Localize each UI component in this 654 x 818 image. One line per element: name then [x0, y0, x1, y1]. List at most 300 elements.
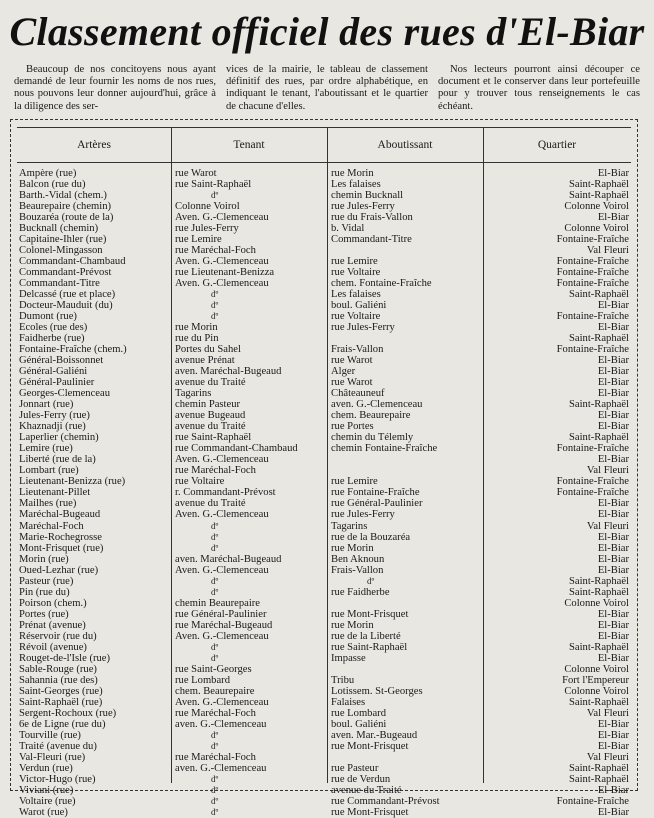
quartier-cell: El-Biar	[597, 531, 629, 543]
aboutissant-cell: rue Mont-Frisquet	[331, 608, 409, 620]
aboutissant-cell: chemin Fontaine-Fraîche	[331, 443, 438, 455]
tenant-cell: Aven. G.-Clemenceau	[175, 454, 269, 466]
quartier-cell: Saint-Raphaël	[568, 190, 629, 202]
aboutissant-cell: Ben Aknoun	[331, 553, 385, 565]
aboutissant-cell: chem. Fontaine-Fraîche	[331, 278, 432, 290]
table-row	[17, 675, 631, 686]
table-row	[17, 212, 631, 223]
table-row	[17, 807, 631, 818]
aboutissant-cell: chem. Beaurepaire	[331, 410, 411, 422]
table-row	[17, 454, 631, 465]
quartier-cell: El-Biar	[597, 212, 629, 224]
tenant-cell: chemin Pasteur	[175, 399, 241, 411]
table-row	[17, 487, 631, 498]
tenant-cell: rue Lemire	[175, 234, 222, 246]
header-quartier: Quartier	[537, 139, 577, 151]
intro-text	[14, 64, 640, 114]
artere-cell: Georges-Clemenceau	[19, 388, 110, 400]
aboutissant-cell: chemin du Télemly	[331, 432, 414, 444]
tenant-cell: rue Lombard	[175, 674, 231, 686]
aboutissant-cell: rue Lemire	[331, 256, 378, 268]
table-row	[17, 521, 631, 532]
header-aboutissant: Aboutissant	[377, 139, 433, 151]
table-row	[17, 532, 631, 543]
quartier-cell: Fontaine-Fraîche	[556, 487, 629, 499]
artere-cell: Rouget-de-l'Isle (rue)	[19, 652, 111, 664]
quartier-cell: El-Biar	[597, 564, 629, 576]
aboutissant-cell: rue Général-Paulinier	[331, 498, 423, 510]
quartier-cell: El-Biar	[597, 718, 629, 730]
table-row	[17, 730, 631, 741]
table-row	[17, 686, 631, 697]
table-row	[17, 443, 631, 454]
quartier-cell: Val Fleuri	[586, 707, 629, 719]
aboutissant-cell: rue Morin	[331, 168, 374, 179]
quartier-cell: Saint-Raphaël	[568, 432, 629, 444]
tenant-cell: Aven. G.-Clemenceau	[175, 564, 269, 576]
artere-cell: Warot (rue)	[19, 806, 68, 818]
artere-cell: Morin (rue)	[19, 553, 69, 565]
table-row	[17, 642, 631, 653]
quartier-cell: Fontaine-Fraîche	[556, 256, 629, 268]
artere-cell: Verdun (rue)	[19, 762, 73, 774]
artere-cell: Commandant-Prévost	[19, 267, 112, 279]
tenant-cell: dº	[211, 740, 219, 751]
tenant-cell: rue Saint-Georges	[175, 663, 252, 675]
quartier-cell: El-Biar	[597, 542, 629, 554]
quartier-cell: Colonne Voirol	[564, 223, 629, 235]
table-row	[17, 653, 631, 664]
tenant-cell: dº	[211, 773, 219, 784]
table-row	[17, 509, 631, 520]
tenant-cell: dº	[211, 300, 219, 311]
quartier-cell: Fontaine-Fraîche	[556, 267, 629, 279]
quartier-cell: Colonne Voirol	[564, 663, 629, 675]
quartier-cell: Saint-Raphaël	[568, 641, 629, 653]
table-row	[17, 399, 631, 410]
quartier-cell: El-Biar	[597, 619, 629, 631]
table-row	[17, 311, 631, 322]
artere-cell: Lieutenant-Pillet	[19, 487, 91, 499]
aboutissant-cell: boul. Galiéni	[331, 718, 387, 730]
table-row	[17, 741, 631, 752]
tenant-cell: Aven. G.-Clemenceau	[175, 256, 269, 268]
aboutissant-cell: Frais-Vallon	[331, 564, 384, 576]
artere-cell: Viviani (rue)	[19, 784, 74, 796]
tenant-cell: avenue Bugeaud	[175, 410, 246, 422]
tenant-cell: rue Morin	[175, 322, 218, 334]
quartier-cell: Saint-Raphaël	[568, 333, 629, 345]
quartier-cell: El-Biar	[597, 421, 629, 433]
tenant-cell: rue Maréchal-Foch	[175, 707, 256, 719]
table-row	[17, 697, 631, 708]
intro-paragraph-1: Beaucoup de nos concitoyens nous ayant demandé de leur fournir les noms de nos rues, nous pouvons leur donner aujourd'hui, grâce à la diligence des ser-	[14, 64, 216, 112]
street-table	[17, 127, 631, 818]
quartier-cell: Colonne Voirol	[564, 597, 629, 609]
tenant-cell: dº	[211, 520, 219, 531]
tenant-cell: rue Maréchal-Foch	[175, 465, 256, 477]
tenant-cell: chemin Beaurepaire	[175, 597, 260, 609]
aboutissant-cell: chemin Bucknall	[331, 190, 404, 202]
artere-cell: Pasteur (rue)	[19, 575, 74, 587]
aboutissant-cell: aven. Mar.-Bugeaud	[331, 729, 418, 741]
table-row	[17, 598, 631, 609]
tenant-cell: dº	[211, 531, 219, 542]
table-row	[17, 168, 631, 179]
table-row	[17, 631, 631, 642]
quartier-cell: El-Biar	[597, 630, 629, 642]
artere-cell: Mailhes (rue)	[19, 498, 77, 510]
artere-cell: Delcassé (rue et place)	[19, 289, 116, 301]
quartier-cell: Saint-Raphaël	[568, 179, 629, 191]
tenant-cell: rue Saint-Raphaël	[175, 432, 252, 444]
table-row	[17, 333, 631, 344]
quartier-cell: Fontaine-Fraîche	[556, 278, 629, 290]
quartier-cell: El-Biar	[597, 355, 629, 367]
artere-cell: Liberté (rue de la)	[19, 454, 96, 466]
artere-cell: Marie-Rochegrosse	[19, 531, 102, 543]
table-row	[17, 388, 631, 399]
aboutissant-cell: rue Mont-Frisquet	[331, 806, 409, 818]
aboutissant-cell: rue Commandant-Prévost	[331, 795, 440, 807]
artere-cell: Khaznadji (rue)	[19, 421, 86, 433]
artere-cell: Dumont (rue)	[19, 311, 77, 323]
quartier-cell: Colonne Voirol	[564, 201, 629, 213]
intro-paragraph-2: vices de la mairie, le tableau de classement définitif des rues, par ordre alphabétique, en indiquant le tenant, l'aboutissant et le quartier de chacune d'elles.	[226, 64, 428, 112]
artere-cell: Mont-Frisquet (rue)	[19, 542, 104, 554]
artere-cell: Ecoles (rue des)	[19, 322, 88, 334]
intro-column-2	[226, 64, 428, 114]
artere-cell: Sergent-Rochoux (rue)	[19, 707, 117, 719]
tenant-cell: r. Commandant-Prévost	[175, 487, 276, 499]
artere-cell: Sahannia (rue des)	[19, 674, 98, 686]
quartier-cell: Saint-Raphaël	[568, 586, 629, 598]
table-row	[17, 432, 631, 443]
aboutissant-cell: rue de la Bouzaréa	[331, 531, 411, 543]
quartier-cell: El-Biar	[597, 553, 629, 565]
quartier-cell: El-Biar	[597, 729, 629, 741]
table-row	[17, 300, 631, 311]
table-row	[17, 576, 631, 587]
artere-cell: Val-Fleuri (rue)	[19, 751, 86, 763]
table-row	[17, 708, 631, 719]
quartier-cell: Fort l'Empereur	[562, 674, 629, 686]
table-row	[17, 256, 631, 267]
table-row	[17, 421, 631, 432]
tenant-cell: dº	[211, 641, 219, 652]
table-row	[17, 664, 631, 675]
tenant-cell: dº	[211, 795, 219, 806]
artere-cell: Général-Paulinier	[19, 377, 95, 389]
tenant-cell: dº	[211, 575, 219, 586]
tenant-cell: rue Saint-Raphaël	[175, 179, 252, 191]
tenant-cell: rue Maréchal-Foch	[175, 245, 256, 257]
tenant-cell: aven. G.-Clemenceau	[175, 762, 267, 774]
aboutissant-cell: rue Jules-Ferry	[331, 509, 395, 521]
quartier-cell: El-Biar	[597, 388, 629, 400]
quartier-cell: El-Biar	[597, 784, 629, 796]
tenant-cell: Aven. G.-Clemenceau	[175, 212, 269, 224]
table-row	[17, 796, 631, 807]
quartier-cell: El-Biar	[597, 377, 629, 389]
artere-cell: Traité (avenue du)	[19, 740, 97, 752]
header-tenant: Tenant	[233, 139, 265, 151]
aboutissant-cell: rue Fontaine-Fraîche	[331, 487, 420, 499]
tenant-cell: dº	[211, 311, 219, 322]
quartier-cell: El-Biar	[597, 806, 629, 818]
aboutissant-cell: rue Mont-Frisquet	[331, 740, 409, 752]
tenant-cell: avenue Prénat	[175, 355, 235, 367]
table-row	[17, 774, 631, 785]
quartier-cell: El-Biar	[597, 608, 629, 620]
artere-cell: Fontaine-Fraîche (chem.)	[19, 344, 127, 356]
quartier-cell: Saint-Raphaël	[568, 399, 629, 411]
tenant-cell: Tagarins	[175, 388, 212, 400]
quartier-cell: Val Fleuri	[586, 245, 629, 257]
tenant-cell: Aven. G.-Clemenceau	[175, 509, 269, 521]
artere-cell: Faidherbe (rue)	[19, 333, 85, 345]
quartier-cell: El-Biar	[597, 652, 629, 664]
quartier-cell: El-Biar	[597, 300, 629, 312]
table-row	[17, 234, 631, 245]
aboutissant-cell: rue Morin	[331, 619, 374, 631]
aboutissant-cell: rue Lombard	[331, 707, 387, 719]
table-row	[17, 245, 631, 256]
aboutissant-cell: rue du Frais-Vallon	[331, 212, 413, 224]
tenant-cell: aven. Maréchal-Bugeaud	[175, 366, 282, 378]
quartier-cell: El-Biar	[597, 168, 629, 179]
aboutissant-cell: rue de la Liberté	[331, 630, 401, 642]
tenant-cell: Aven. G.-Clemenceau	[175, 630, 269, 642]
artere-cell: Lemire (rue)	[19, 443, 73, 455]
table-row	[17, 289, 631, 300]
artere-cell: Oued-Lezhar (rue)	[19, 564, 99, 576]
artere-cell: Général-Boissonnet	[19, 355, 104, 367]
artere-cell: Jonnart (rue)	[19, 399, 74, 411]
table-row	[17, 476, 631, 487]
artere-cell: Laperlier (chemin)	[19, 432, 99, 444]
aboutissant-cell: rue Voltaire	[331, 311, 381, 323]
tenant-cell: chem. Beaurepaire	[175, 685, 255, 697]
artere-cell: Jules-Ferry (rue)	[19, 410, 90, 422]
quartier-cell: Fontaine-Fraîche	[556, 476, 629, 488]
artere-cell: Poirson (chem.)	[19, 597, 87, 609]
quartier-cell: Saint-Raphaël	[568, 696, 629, 708]
quartier-cell: El-Biar	[597, 322, 629, 334]
tenant-cell: rue Warot	[175, 168, 217, 179]
tenant-cell: dº	[211, 784, 219, 795]
artere-cell: Commandant-Titre	[19, 278, 100, 290]
artere-cell: Docteur-Mauduit (du)	[19, 300, 113, 312]
tenant-cell: rue Jules-Ferry	[175, 223, 239, 235]
artere-cell: Réservoir (rue du)	[19, 630, 97, 642]
tenant-cell: rue Général-Paulinier	[175, 608, 267, 620]
quartier-cell: Saint-Raphaël	[568, 289, 629, 301]
tenant-cell: Portes du Sahel	[175, 344, 241, 356]
artere-cell: Colonel-Mingasson	[19, 245, 103, 257]
street-table-frame	[10, 119, 638, 818]
artere-cell: Général-Galiéni	[19, 366, 88, 378]
artere-cell: Lombart (rue)	[19, 465, 79, 477]
tenant-cell: rue Voltaire	[175, 476, 225, 488]
aboutissant-cell: rue Lemire	[331, 476, 378, 488]
aboutissant-cell: Tribu	[331, 674, 355, 686]
artere-cell: Balcon (rue du)	[19, 179, 86, 191]
table-row	[17, 719, 631, 730]
aboutissant-cell: avenue du Traité	[331, 784, 402, 796]
quartier-cell: Colonne Voirol	[564, 685, 629, 697]
artere-cell: Révoil (avenue)	[19, 641, 87, 653]
artere-cell: Beaurepaire (chemin)	[19, 201, 112, 213]
quartier-cell: El-Biar	[597, 366, 629, 378]
quartier-cell: El-Biar	[597, 509, 629, 521]
tenant-cell: rue du Pin	[175, 333, 219, 345]
aboutissant-cell: Falaises	[331, 696, 366, 708]
aboutissant-cell: rue Saint-Raphaël	[331, 641, 408, 653]
aboutissant-cell: Lotissem. St-Georges	[331, 685, 423, 697]
table-row	[17, 620, 631, 631]
table-row	[17, 267, 631, 278]
aboutissant-cell: rue Warot	[331, 355, 373, 367]
table-row	[17, 344, 631, 355]
quartier-cell: Saint-Raphaël	[568, 762, 629, 774]
artere-cell: Lieutenant-Benizza (rue)	[19, 476, 126, 488]
header-divider	[17, 162, 631, 163]
artere-cell: Victor-Hugo (rue)	[19, 773, 96, 785]
aboutissant-cell: Châteauneuf	[331, 388, 385, 400]
artere-cell: Maréchal-Bugeaud	[19, 509, 101, 521]
tenant-cell: Colonne Voirol	[175, 201, 240, 213]
artere-cell: Tourville (rue)	[19, 729, 81, 741]
artere-cell: Commandant-Chambaud	[19, 256, 126, 268]
quartier-cell: Val Fleuri	[586, 751, 629, 763]
tenant-cell: dº	[211, 289, 219, 300]
artere-cell: Barth.-Vidal (chem.)	[19, 190, 107, 202]
aboutissant-cell: rue Jules-Ferry	[331, 322, 395, 334]
aboutissant-cell: rue Morin	[331, 542, 374, 554]
table-row	[17, 465, 631, 476]
quartier-cell: Fontaine-Fraîche	[556, 795, 629, 807]
tenant-cell: dº	[211, 542, 219, 553]
artere-cell: Portes (rue)	[19, 608, 69, 620]
intro-column-3	[438, 64, 640, 114]
artere-cell: Saint-Georges (rue)	[19, 685, 103, 697]
aboutissant-cell: Les falaises	[331, 179, 381, 191]
aboutissant-cell: rue Faidherbe	[331, 586, 390, 598]
quartier-cell: Fontaine-Fraîche	[556, 234, 629, 246]
tenant-cell: dº	[211, 806, 219, 817]
table-row	[17, 322, 631, 333]
artere-cell: Bucknall (chemin)	[19, 223, 99, 235]
tenant-cell: dº	[211, 729, 219, 740]
aboutissant-cell: Frais-Vallon	[331, 344, 384, 356]
artere-cell: Voltaire (rue)	[19, 795, 76, 807]
quartier-cell: Fontaine-Fraîche	[556, 344, 629, 356]
tenant-cell: rue Lieutenant-Benizza	[175, 267, 275, 279]
table-row	[17, 278, 631, 289]
quartier-cell: Fontaine-Fraîche	[556, 311, 629, 323]
table-row	[17, 190, 631, 201]
header-arteres: Artères	[77, 139, 111, 151]
table-row	[17, 609, 631, 620]
quartier-cell: El-Biar	[597, 740, 629, 752]
table-row	[17, 587, 631, 598]
aboutissant-cell: rue Voltaire	[331, 267, 381, 279]
tenant-cell: rue Maréchal-Foch	[175, 751, 256, 763]
aboutissant-cell: b. Vidal	[331, 223, 365, 235]
table-row	[17, 498, 631, 509]
quartier-cell: Saint-Raphaël	[568, 575, 629, 587]
table-row	[17, 543, 631, 554]
artere-cell: Prénat (avenue)	[19, 619, 86, 631]
table-row	[17, 554, 631, 565]
table-row	[17, 355, 631, 366]
intro-paragraph-3: Nos lecteurs pourront ainsi découper ce document et le conserver dans leur portefeuille pour y trouver tous renseignements le cas échéant.	[438, 64, 640, 112]
artere-cell: Pin (rue du)	[19, 586, 70, 598]
tenant-cell: rue Maréchal-Bugeaud	[175, 619, 273, 631]
quartier-cell: El-Biar	[597, 410, 629, 422]
table-row	[17, 201, 631, 212]
artere-cell: Bouzaréa (route de la)	[19, 212, 114, 224]
tenant-cell: Aven. G.-Clemenceau	[175, 696, 269, 708]
table-row	[17, 223, 631, 234]
aboutissant-cell: rue de Verdun	[331, 773, 391, 785]
table-row	[17, 410, 631, 421]
table-row	[17, 785, 631, 796]
article-title: Classement officiel des rues d'El-Biar	[9, 9, 645, 54]
aboutissant-cell: Alger	[331, 366, 356, 378]
tenant-cell: avenue du Traité	[175, 498, 246, 510]
quartier-cell: El-Biar	[597, 498, 629, 510]
artere-cell: Maréchal-Foch	[19, 520, 84, 532]
table-row	[17, 752, 631, 763]
quartier-cell: Val Fleuri	[586, 465, 629, 477]
quartier-cell: El-Biar	[597, 454, 629, 466]
aboutissant-cell: dº	[367, 575, 375, 586]
aboutissant-cell: Impasse	[331, 652, 366, 664]
tenant-cell: dº	[211, 586, 219, 597]
quartier-cell: Val Fleuri	[586, 520, 629, 532]
table-body	[17, 168, 631, 818]
aboutissant-cell: Les falaises	[331, 289, 381, 301]
artere-cell: Saint-Raphaël (rue)	[19, 696, 103, 708]
tenant-cell: rue Commandant-Chambaud	[175, 443, 298, 455]
table-row	[17, 763, 631, 774]
tenant-cell: Aven. G.-Clemenceau	[175, 278, 269, 290]
aboutissant-cell: aven. G.-Clemenceau	[331, 399, 423, 411]
aboutissant-cell: rue Pasteur	[331, 762, 379, 774]
artere-cell: Ampère (rue)	[19, 168, 77, 179]
aboutissant-cell: rue Warot	[331, 377, 373, 389]
aboutissant-cell: Tagarins	[331, 520, 368, 532]
tenant-cell: avenue du Traité	[175, 377, 246, 389]
aboutissant-cell: boul. Galiéni	[331, 300, 387, 312]
table-row	[17, 366, 631, 377]
tenant-cell: avenue du Traité	[175, 421, 246, 433]
tenant-cell: dº	[211, 190, 219, 201]
aboutissant-cell: rue Portes	[331, 421, 374, 433]
artere-cell: 6e de Ligne (rue du)	[19, 718, 106, 730]
table-row	[17, 565, 631, 576]
tenant-cell: aven. Maréchal-Bugeaud	[175, 553, 282, 565]
artere-cell: Capitaine-Ihler (rue)	[19, 234, 107, 246]
aboutissant-cell: Commandant-Titre	[331, 234, 412, 246]
tenant-cell: aven. G.-Clemenceau	[175, 718, 267, 730]
intro-column-1	[14, 64, 216, 114]
quartier-cell: Saint-Raphaël	[568, 773, 629, 785]
table-row	[17, 377, 631, 388]
table-row	[17, 179, 631, 190]
